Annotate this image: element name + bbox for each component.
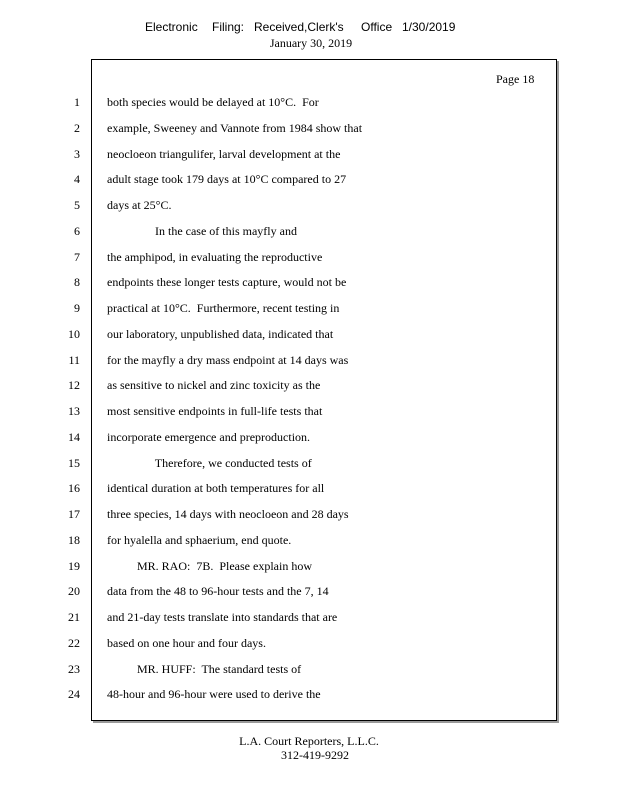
transcript-line bbox=[0, 326, 560, 342]
footer-firm-name: L.A. Court Reporters, L.L.C. bbox=[239, 734, 379, 748]
line-text: identical duration at both temperatures for all bbox=[107, 481, 325, 496]
line-number: 3 bbox=[74, 146, 80, 161]
transcript-line bbox=[0, 480, 560, 496]
line-number: 18 bbox=[68, 532, 80, 547]
transcript-line bbox=[0, 300, 560, 316]
line-text: most sensitive endpoints in full-life tests that bbox=[107, 404, 323, 418]
line-text: adult stage took 179 days at 10°C compared to 27 bbox=[107, 172, 347, 187]
line-number: 14 bbox=[68, 429, 80, 444]
line-number: 7 bbox=[74, 249, 80, 264]
line-number: 1 bbox=[74, 95, 80, 109]
line-number: 20 bbox=[68, 584, 80, 599]
line-text: three species, 14 days with neocloeon and 28 days bbox=[107, 507, 349, 521]
line-number: 11 bbox=[68, 352, 80, 367]
line-text: MR. HUFF: The standard tests of bbox=[107, 661, 302, 676]
line-number: 10 bbox=[68, 326, 80, 341]
transcript-line bbox=[0, 583, 560, 599]
page-number: Page 18 bbox=[496, 72, 535, 86]
filing-stamp-filing: Filing: bbox=[212, 20, 245, 34]
line-number: 13 bbox=[68, 404, 80, 418]
line-number: 21 bbox=[68, 610, 80, 624]
filing-stamp-office: Office bbox=[361, 20, 393, 34]
line-text: In the case of this mayfly and bbox=[107, 223, 297, 238]
transcript-line bbox=[0, 506, 560, 522]
transcript-line bbox=[0, 558, 560, 574]
line-number: 23 bbox=[68, 661, 80, 676]
line-number: 9 bbox=[74, 301, 80, 315]
line-number: 24 bbox=[68, 687, 80, 702]
transcript-line bbox=[0, 661, 560, 677]
line-text: and 21-day tests translate into standards that are bbox=[107, 610, 338, 624]
line-text: both species would be delayed at 10°C. For bbox=[107, 95, 319, 109]
line-text: neocloeon triangulifer, larval development at the bbox=[107, 146, 341, 161]
line-text: Therefore, we conducted tests of bbox=[107, 455, 312, 470]
line-number: 6 bbox=[74, 223, 80, 238]
line-text: our laboratory, unpublished data, indicated that bbox=[107, 326, 334, 341]
line-text: incorporate emergence and preproduction. bbox=[107, 429, 311, 444]
line-text: days at 25°C. bbox=[107, 198, 172, 212]
line-text: example, Sweeney and Vannote from 1984 show that bbox=[107, 120, 363, 135]
line-number: 12 bbox=[68, 378, 80, 393]
transcript-line bbox=[0, 609, 560, 625]
filing-stamp-received: Received,Clerk's bbox=[254, 20, 344, 34]
filing-stamp bbox=[0, 20, 618, 36]
line-number: 16 bbox=[68, 481, 80, 496]
line-text: for the mayfly a dry mass endpoint at 14 days was bbox=[107, 352, 349, 367]
line-number: 5 bbox=[74, 198, 80, 212]
transcript-line bbox=[0, 455, 560, 471]
transcript-line bbox=[0, 146, 560, 162]
transcript-line bbox=[0, 532, 560, 548]
line-text: data from the 48 to 96-hour tests and the 7, 14 bbox=[107, 584, 329, 599]
line-text: as sensitive to nickel and zinc toxicity as the bbox=[107, 378, 321, 393]
transcript-line bbox=[0, 429, 560, 445]
line-text: based on one hour and four days. bbox=[107, 635, 266, 650]
transcript-line bbox=[0, 274, 560, 290]
transcript-line bbox=[0, 403, 560, 419]
transcript-line bbox=[0, 377, 560, 393]
line-text: MR. RAO: 7B. Please explain how bbox=[107, 558, 312, 573]
line-text: endpoints these longer tests capture, would not be bbox=[107, 275, 347, 290]
line-text: the amphipod, in evaluating the reproductive bbox=[107, 249, 323, 264]
transcript-line bbox=[0, 223, 560, 239]
line-text: 48-hour and 96-hour were used to derive the bbox=[107, 687, 321, 702]
transcript-line bbox=[0, 635, 560, 651]
line-number: 19 bbox=[68, 558, 80, 573]
line-number: 4 bbox=[74, 172, 80, 187]
transcript-line bbox=[0, 352, 560, 368]
filing-date: January 30, 2019 bbox=[269, 36, 353, 50]
footer-phone: 312-419-9292 bbox=[281, 748, 349, 762]
transcript-line bbox=[0, 171, 560, 187]
line-number: 22 bbox=[68, 635, 80, 650]
line-text: for hyalella and sphaerium, end quote. bbox=[107, 532, 292, 547]
line-text: practical at 10°C. Furthermore, recent testing in bbox=[107, 301, 340, 315]
filing-stamp-electronic: Electronic bbox=[145, 20, 198, 34]
line-number: 15 bbox=[68, 455, 80, 470]
transcript-line bbox=[0, 94, 560, 110]
transcript-line bbox=[0, 686, 560, 702]
transcript-line bbox=[0, 197, 560, 213]
filing-stamp-date-short: 1/30/2019 bbox=[402, 20, 456, 34]
line-number: 17 bbox=[68, 507, 80, 521]
line-number: 2 bbox=[74, 120, 80, 135]
transcript-line bbox=[0, 120, 560, 136]
line-number: 8 bbox=[74, 275, 80, 290]
transcript-line bbox=[0, 249, 560, 265]
